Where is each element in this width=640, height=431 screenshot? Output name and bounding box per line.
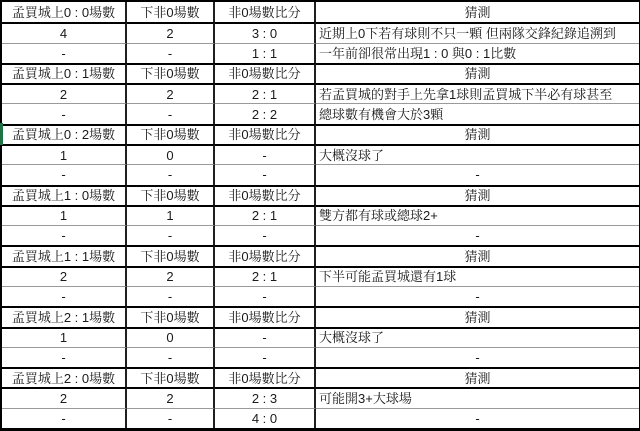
cell-nonzero-count[interactable]: - (127, 347, 215, 367)
cell-games-count[interactable]: 2 (2, 266, 127, 286)
col-header-nonzero-score[interactable]: 非0場數比分 (215, 124, 316, 144)
col-header-second-half-nonzero[interactable]: 下非0場數 (127, 245, 215, 265)
cell-nonzero-count[interactable]: - (127, 286, 215, 306)
cell-score[interactable]: 1 : 1 (215, 43, 316, 63)
col-header-guess[interactable]: 猜測 (316, 2, 639, 22)
col-header-nonzero-score[interactable]: 非0場數比分 (215, 185, 316, 205)
section-title-cell[interactable]: 孟買城上2 : 1場數 (2, 306, 127, 326)
cell-score[interactable]: 2 : 1 (215, 266, 316, 286)
cell-games-count[interactable]: - (2, 408, 127, 428)
col-header-guess[interactable]: 猜測 (316, 185, 639, 205)
cell-games-count[interactable]: 2 (2, 83, 127, 103)
cell-games-count[interactable]: 1 (2, 327, 127, 347)
cell-nonzero-count[interactable]: 2 (127, 83, 215, 103)
cell-guess[interactable]: - (316, 347, 639, 367)
section-title-cell[interactable]: 孟買城上1 : 1場數 (2, 245, 127, 265)
cell-guess[interactable]: 總球數有機會大於3顆 (316, 103, 639, 123)
cell-nonzero-count[interactable]: 0 (127, 144, 215, 164)
col-header-nonzero-score[interactable]: 非0場數比分 (215, 2, 316, 22)
cell-guess[interactable]: 可能開3+大球場 (316, 387, 639, 407)
cell-score[interactable]: - (215, 144, 316, 164)
col-header-nonzero-score[interactable]: 非0場數比分 (215, 63, 316, 83)
cell-guess[interactable]: - (316, 286, 639, 306)
cell-score[interactable]: 2 : 3 (215, 387, 316, 407)
col-header-second-half-nonzero[interactable]: 下非0場數 (127, 63, 215, 83)
cell-guess[interactable]: - (316, 408, 639, 428)
col-header-nonzero-score[interactable]: 非0場數比分 (215, 245, 316, 265)
cell-score[interactable]: - (215, 347, 316, 367)
section-title-cell[interactable]: 孟買城上2 : 0場數 (2, 367, 127, 387)
col-header-nonzero-score[interactable]: 非0場數比分 (215, 306, 316, 326)
section-title-cell[interactable]: 孟買城上0 : 1場數 (2, 63, 127, 83)
col-header-second-half-nonzero[interactable]: 下非0場數 (127, 2, 215, 22)
cell-guess[interactable]: 雙方都有球或總球2+ (316, 205, 639, 225)
cell-nonzero-count[interactable]: 1 (127, 205, 215, 225)
cell-nonzero-count[interactable]: 2 (127, 387, 215, 407)
cell-games-count[interactable]: 1 (2, 144, 127, 164)
cell-games-count[interactable]: 2 (2, 387, 127, 407)
cell-guess[interactable]: 下半可能孟買城還有1球 (316, 266, 639, 286)
cell-score[interactable]: 4 : 0 (215, 408, 316, 428)
cell-games-count[interactable]: - (2, 164, 127, 184)
cell-guess[interactable]: 近期上0下若有球則不只一顆 但兩隊交鋒紀錄追溯到 (316, 22, 639, 42)
cell-nonzero-count[interactable]: 2 (127, 266, 215, 286)
cell-nonzero-count[interactable]: - (127, 225, 215, 245)
cell-score[interactable]: - (215, 327, 316, 347)
cell-nonzero-count[interactable]: 0 (127, 327, 215, 347)
cell-guess[interactable]: - (316, 164, 639, 184)
col-header-second-half-nonzero[interactable]: 下非0場數 (127, 124, 215, 144)
cell-games-count[interactable]: - (2, 43, 127, 63)
cell-nonzero-count[interactable]: - (127, 103, 215, 123)
cell-guess[interactable]: 大概沒球了 (316, 144, 639, 164)
cell-score[interactable]: - (215, 164, 316, 184)
cell-games-count[interactable]: 1 (2, 205, 127, 225)
cell-nonzero-count[interactable]: - (127, 408, 215, 428)
col-header-guess[interactable]: 猜測 (316, 63, 639, 83)
col-header-guess[interactable]: 猜測 (316, 306, 639, 326)
col-header-guess[interactable]: 猜測 (316, 245, 639, 265)
section-title-cell[interactable]: 孟買城上0 : 0場數 (2, 2, 127, 22)
col-header-nonzero-score[interactable]: 非0場數比分 (215, 367, 316, 387)
col-header-guess[interactable]: 猜測 (316, 367, 639, 387)
col-header-second-half-nonzero[interactable]: 下非0場數 (127, 185, 215, 205)
col-header-second-half-nonzero[interactable]: 下非0場數 (127, 306, 215, 326)
cell-nonzero-count[interactable]: - (127, 164, 215, 184)
cell-games-count[interactable]: - (2, 225, 127, 245)
cell-nonzero-count[interactable]: - (127, 43, 215, 63)
col-header-second-half-nonzero[interactable]: 下非0場數 (127, 367, 215, 387)
cell-guess[interactable]: 若孟買城的對手上先拿1球則孟買城下半必有球甚至 (316, 83, 639, 103)
cell-score[interactable]: 2 : 2 (215, 103, 316, 123)
col-header-guess[interactable]: 猜測 (316, 124, 639, 144)
cell-score[interactable]: - (215, 286, 316, 306)
cell-score[interactable]: 2 : 1 (215, 83, 316, 103)
selected-cell-marker (0, 123, 3, 145)
cell-score[interactable]: 2 : 1 (215, 205, 316, 225)
cell-guess[interactable]: - (316, 225, 639, 245)
cell-score[interactable]: - (215, 225, 316, 245)
cell-nonzero-count[interactable]: 2 (127, 22, 215, 42)
cell-games-count[interactable]: - (2, 347, 127, 367)
section-title-cell[interactable]: 孟買城上1 : 0場數 (2, 185, 127, 205)
cell-games-count[interactable]: 4 (2, 22, 127, 42)
cell-games-count[interactable]: - (2, 286, 127, 306)
section-title-cell[interactable]: 孟買城上0 : 2場數 (2, 124, 127, 144)
cell-guess[interactable]: 大概沒球了 (316, 327, 639, 347)
cell-guess[interactable]: 一年前卻很常出現1 : 0 與0 : 1比數 (316, 43, 639, 63)
cell-score[interactable]: 3 : 0 (215, 22, 316, 42)
cell-games-count[interactable]: - (2, 103, 127, 123)
